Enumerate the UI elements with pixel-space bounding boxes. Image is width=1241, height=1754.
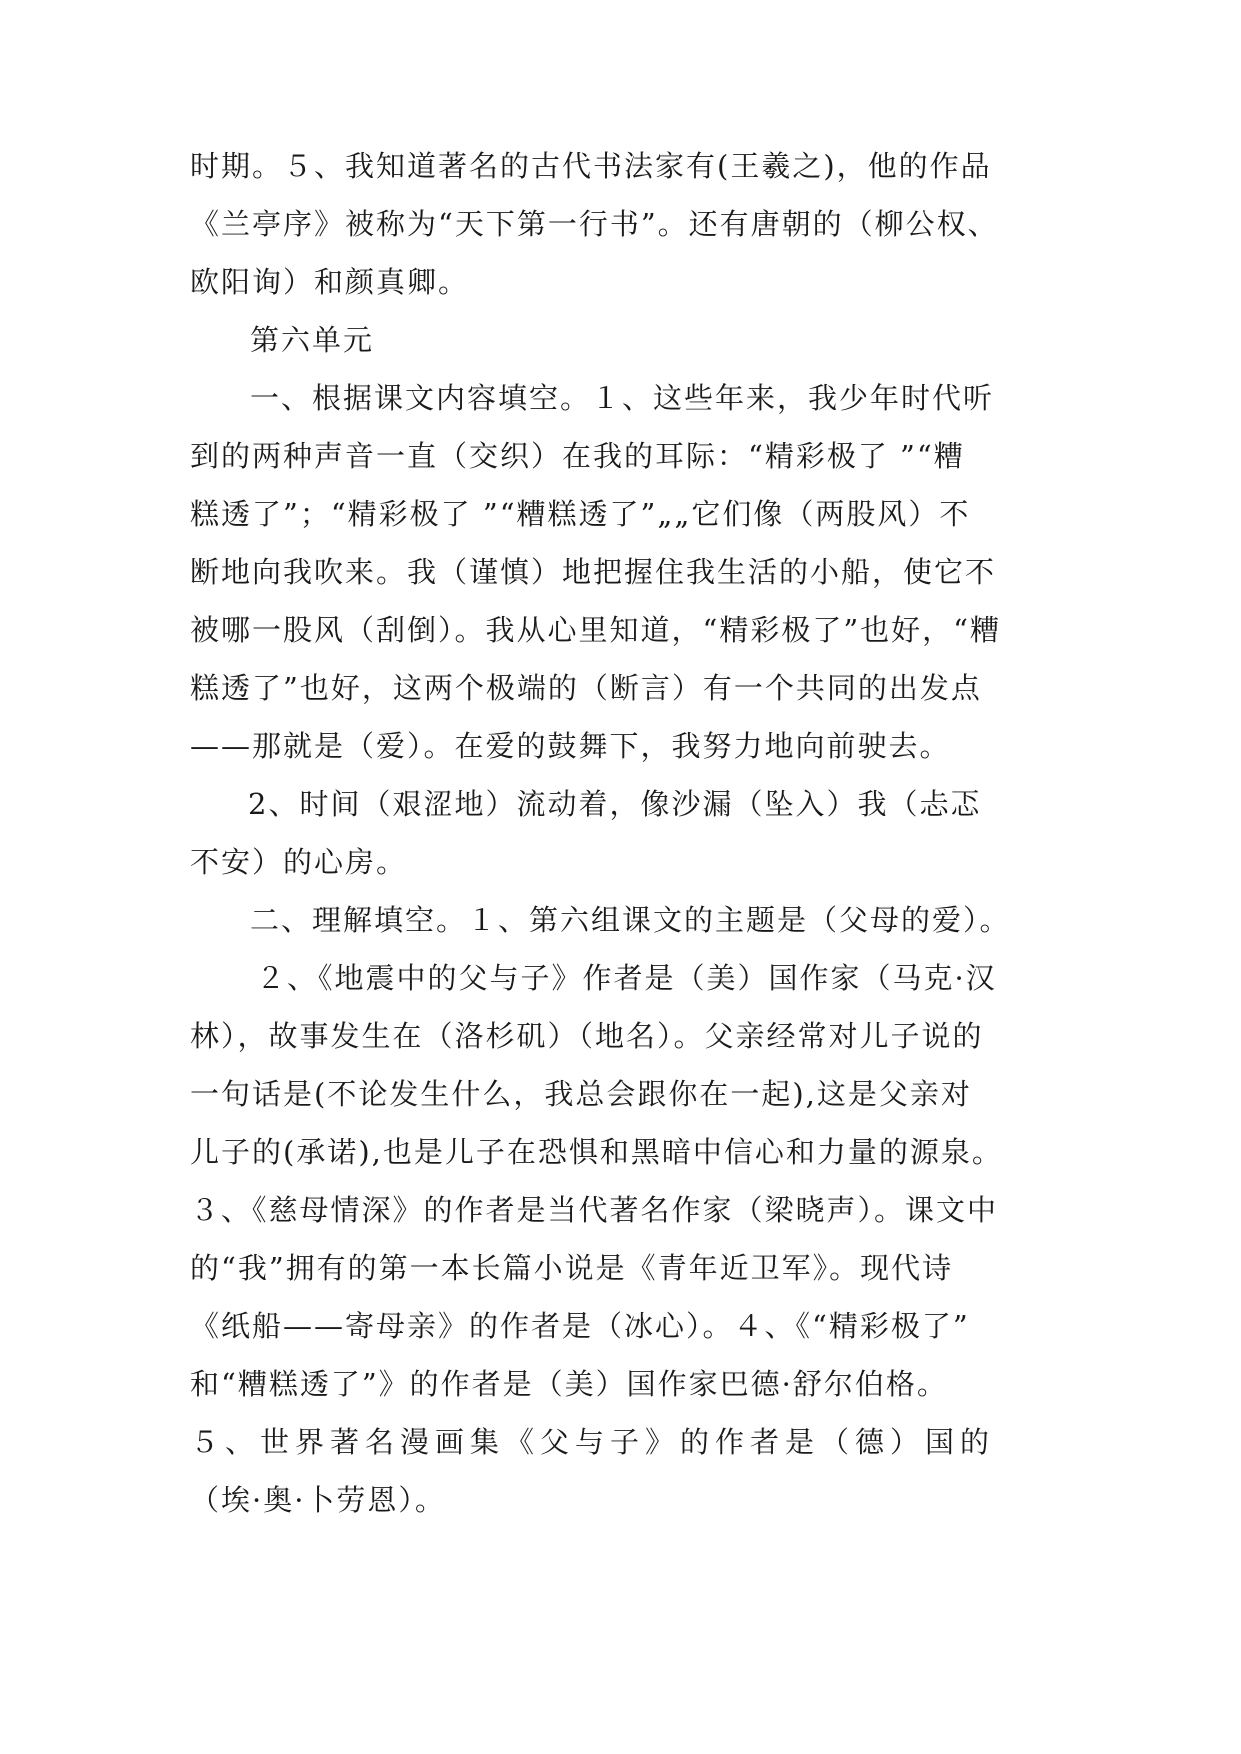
text-line: 林），故事发生在（洛杉矶）（地名）。父亲经常对儿子说的 bbox=[190, 1019, 984, 1053]
text-line: 到的两种声音一直（交织）在我的耳际：“精彩极了 ”“糟 bbox=[190, 439, 965, 473]
text-line: 被哪一股风（刮倒）。我从心里知道，“精彩极了”也好，“糟 bbox=[190, 613, 1001, 647]
text-line: 2、时间（艰涩地）流动着，像沙漏（坠入）我（忐忑 bbox=[248, 787, 982, 821]
text-line: （埃·奥·卜劳恩）。 bbox=[190, 1483, 446, 1517]
text-line: 的“我”拥有的第一本长篇小说是《青年近卫军》。现代诗 bbox=[190, 1251, 954, 1285]
text-line: 一句话是(不论发生什么，我总会跟你在一起),这是父亲对 bbox=[190, 1077, 972, 1111]
text-line: ——那就是（爱）。在爱的鼓舞下，我努力地向前驶去。 bbox=[190, 729, 951, 763]
text-line: 不安）的心房。 bbox=[190, 845, 408, 879]
text-line: ５、世界著名漫画集《父与子》的作者是（德）国的 bbox=[190, 1425, 996, 1459]
text-line: 糕透了”；“精彩极了 ”“糟糕透了”„„它们像（两股风）不 bbox=[190, 497, 971, 531]
text-line: 断地向我吹来。我（谨慎）地把握住我生活的小船，使它不 bbox=[190, 555, 997, 589]
text-line: 和“糟糕透了”》的作者是（美）国作家巴德·舒尔伯格。 bbox=[190, 1367, 948, 1401]
text-line: 儿子的(承诺),也是儿子在恐惧和黑暗中信心和力量的源泉。 bbox=[190, 1135, 1003, 1169]
section-heading: 第六单元 bbox=[250, 323, 375, 357]
text-line: ３、《慈母情深》的作者是当代著名作家（梁晓声）。课文中 bbox=[190, 1193, 999, 1227]
text-line: 一、根据课文内容填空。１、这些年来，我少年时代听 bbox=[250, 381, 995, 415]
text-line: ２、《地震中的父与子》作者是（美）国作家（马克·汉 bbox=[256, 961, 997, 995]
text-line: 欧阳询）和颜真卿。 bbox=[190, 265, 470, 299]
text-line: 《兰亭序》被称为“天下第一行书”。还有唐朝的（柳公权、 bbox=[190, 207, 999, 241]
text-line: 糕透了”也好，这两个极端的（断言）有一个共同的出发点 bbox=[190, 671, 982, 705]
text-line: 二、理解填空。１、第六组课文的主题是（父母的爱）。 bbox=[250, 903, 1011, 937]
text-line: 时期。５、我知道著名的古代书法家有(王羲之)，他的作品 bbox=[190, 149, 992, 183]
text-line: 《纸船——寄母亲》的作者是（冰心）。４、《“精彩极了” bbox=[190, 1309, 970, 1343]
